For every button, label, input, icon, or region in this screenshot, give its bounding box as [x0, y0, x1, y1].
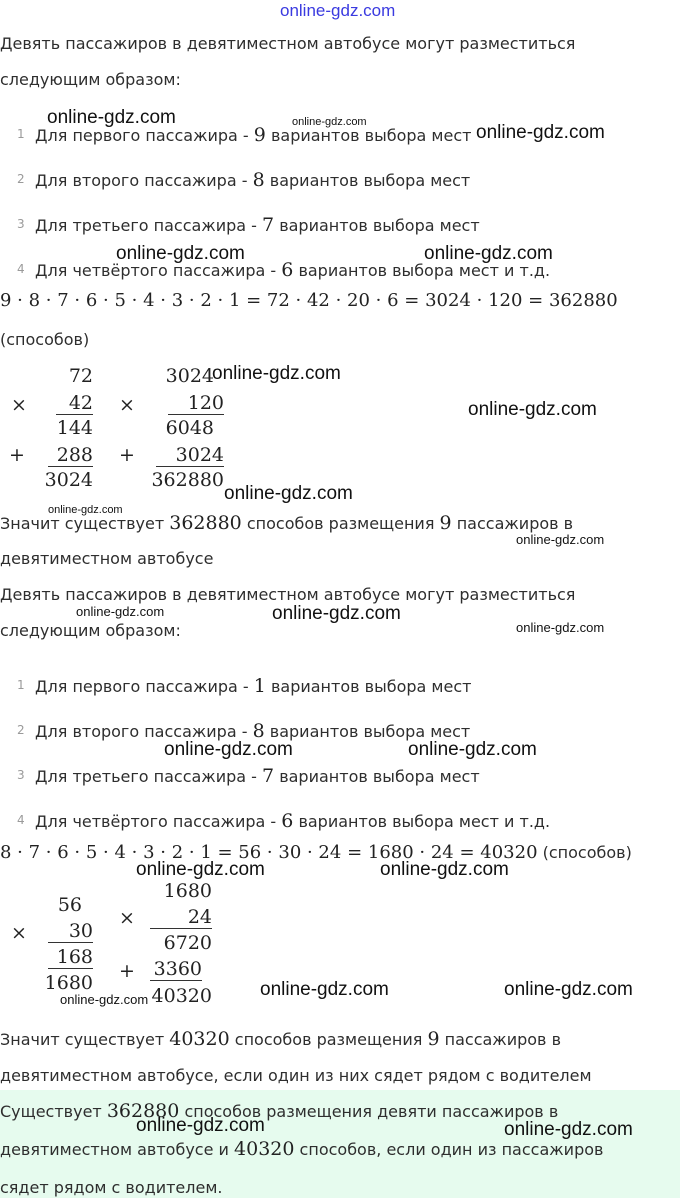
result: 40320 — [151, 985, 212, 1007]
operand-b: 30 — [48, 920, 93, 943]
partial-1: 6048 — [165, 417, 214, 439]
list-number: 4 — [17, 262, 25, 276]
list-text: Для третьего пассажира - 7 вариантов выбора мест — [35, 765, 480, 787]
plus-sign: + — [119, 960, 135, 982]
answer-box — [0, 1090, 680, 1198]
list-number: 1 — [17, 127, 25, 141]
answer-line-1: Существует 362880 способов размещения девяти пассажиров в — [0, 1100, 559, 1122]
plus-sign: + — [9, 444, 25, 466]
conclusion-1-line-2: девятиместном автобусе — [0, 549, 214, 568]
formula: 9 · 8 · 7 · 6 · 5 · 4 · 3 · 2 · 1 = 72 · 42 · 20 · 6 = 3024 · 120 = 362880 — [0, 290, 618, 311]
list-number: 4 — [17, 813, 25, 827]
partial-1: 6720 — [163, 932, 212, 954]
watermark: online-gdz.com — [60, 992, 149, 1007]
list-number: 2 — [17, 723, 25, 737]
times-sign: × — [11, 922, 27, 944]
list-number: 3 — [17, 768, 25, 782]
list-text: Для четвёртого пассажира - 6 вариантов выбора мест и т.д. — [35, 810, 551, 832]
conclusion-2: Значит существует 40320 способов размещения 9 пассажиров в — [0, 1028, 561, 1050]
list-number: 2 — [17, 172, 25, 186]
watermark: online-gdz.com — [380, 859, 509, 880]
watermark: online-gdz.com — [164, 739, 293, 760]
partial-2: 3360 — [150, 958, 202, 981]
watermark: online-gdz.com — [424, 243, 553, 264]
list-text: Для первого пассажира - 1 вариантов выбора мест — [35, 675, 472, 697]
watermark: online-gdz.com — [292, 116, 367, 128]
operand-a: 3024 — [165, 365, 214, 387]
watermark: online-gdz.com — [408, 739, 537, 760]
intro-line-1: Девять пассажиров в девятиместном автобусе могут разместиться — [0, 585, 576, 604]
watermark: online-gdz.com — [47, 107, 176, 128]
operand-b: 42 — [56, 392, 93, 415]
conclusion-2-line-2: девятиместном автобусе, если один из них сядет рядом с водителем — [0, 1066, 592, 1085]
operand-a: 56 — [57, 894, 82, 916]
intro-line-1: Девять пассажиров в девятиместном автобусе могут разместиться — [0, 34, 576, 53]
conclusion-1: Значит существует 362880 способов размещения 9 пассажиров в — [0, 512, 574, 534]
operand-b: 120 — [168, 392, 224, 415]
watermark: online-gdz.com — [504, 979, 633, 1000]
watermark: online-gdz.com — [48, 504, 123, 516]
list-text: Для второго пассажира - 8 вариантов выбора мест — [35, 720, 471, 742]
watermark: online-gdz.com — [476, 122, 605, 143]
watermark: online-gdz.com — [76, 604, 165, 619]
formula-tail: (способов) — [0, 330, 90, 349]
watermark: online-gdz.com — [272, 603, 401, 624]
watermark: online-gdz.com — [260, 979, 389, 1000]
operand-a: 1680 — [163, 880, 212, 902]
times-sign: × — [119, 394, 135, 416]
list-text: Для второго пассажира - 8 вариантов выбора мест — [35, 169, 471, 191]
list-number: 1 — [17, 678, 25, 692]
list-number: 3 — [17, 217, 25, 231]
watermark: online-gdz.com — [516, 620, 605, 635]
result: 362880 — [151, 469, 224, 491]
partial-1: 168 — [48, 946, 93, 969]
intro-line-2: следующим образом: — [0, 70, 181, 89]
partial-2: 288 — [48, 444, 93, 467]
header-watermark: online-gdz.com — [280, 1, 396, 20]
watermark: online-gdz.com — [116, 243, 245, 264]
watermark: online-gdz.com — [224, 483, 353, 504]
partial-1: 144 — [56, 417, 93, 439]
watermark: online-gdz.com — [212, 363, 341, 384]
list-text: Для четвёртого пассажира - 6 вариантов выбора мест и т.д. — [35, 259, 551, 281]
watermark: online-gdz.com — [468, 399, 597, 420]
answer-line-2: девятиместном автобусе и 40320 способов, если один из пассажиров — [0, 1138, 604, 1160]
plus-sign: + — [119, 444, 135, 466]
watermark: online-gdz.com — [136, 859, 265, 880]
operand-a: 72 — [68, 365, 93, 387]
intro-line-2: следующим образом: — [0, 621, 181, 640]
result: 3024 — [44, 469, 93, 491]
operand-b: 24 — [150, 906, 212, 929]
times-sign: × — [11, 394, 27, 416]
answer-line-3: сядет рядом с водителем. — [0, 1178, 223, 1197]
list-text: Для первого пассажира - 9 вариантов выбора мест — [35, 124, 472, 146]
times-sign: × — [119, 907, 135, 929]
partial-2: 3024 — [156, 444, 224, 467]
watermark: online-gdz.com — [516, 532, 605, 547]
watermark: online-gdz.com — [136, 1115, 265, 1136]
result: 1680 — [44, 972, 93, 994]
watermark: online-gdz.com — [504, 1119, 633, 1140]
list-text: Для третьего пассажира - 7 вариантов выбора мест — [35, 214, 480, 236]
formula: 8 · 7 · 6 · 5 · 4 · 3 · 2 · 1 = 56 · 30 · 24 = 1680 · 24 = 40320 (способов) — [0, 842, 632, 863]
